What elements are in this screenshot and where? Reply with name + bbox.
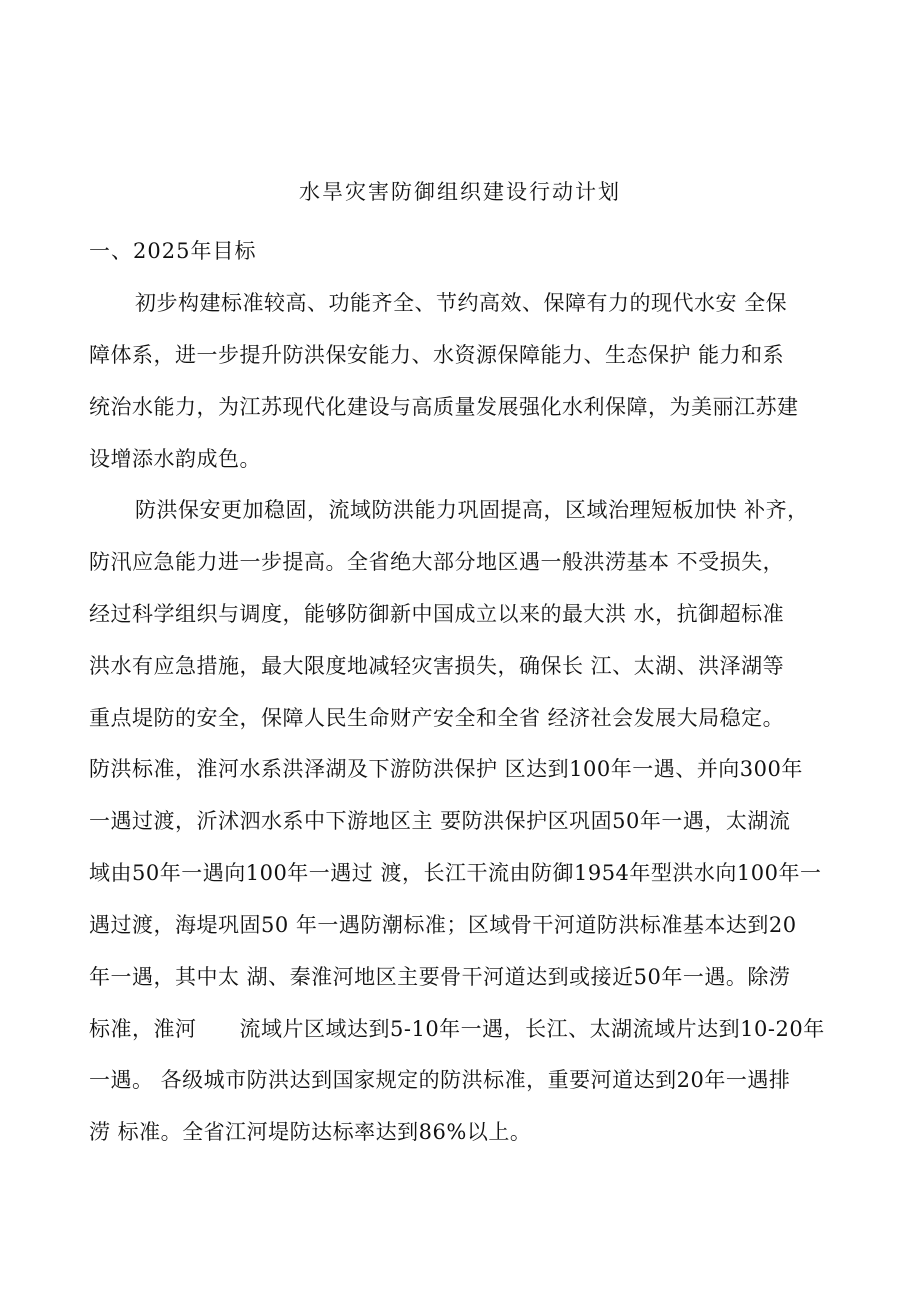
paragraph-2-line-7: 一遇过渡，沂沭泗水系中下游地区主 要防洪保护区巩固50年一遇，太湖流 — [89, 809, 791, 833]
paragraph-2-line-10: 年一遇，其中太 湖、秦淮河地区主要骨干河道达到或接近50年一遇。除涝 — [89, 965, 791, 989]
paragraph-2-line-12: 一遇。 各级城市防洪达到国家规定的防洪标准，重要河道达到20年一遇排 — [89, 1068, 791, 1092]
document-title: 水旱灾害防御组织建设行动计划 — [299, 180, 621, 204]
paragraph-2-line-11: 标准，淮河 流域片区域达到5-10年一遇，长江、太湖流域片达到10-20年 — [89, 1017, 825, 1041]
paragraph-1-line-4: 设增添水韵成色。 — [89, 447, 261, 471]
paragraph-2-line-9: 遇过渡，海堤巩固50 年一遇防潮标准；区域骨干河道防洪标准基本达到20 — [89, 913, 797, 937]
paragraph-2-line-2: 防汛应急能力进一步提高。全省绝大部分地区遇一般洪涝基本 不受损失， — [89, 550, 785, 574]
paragraph-2-line-1: 防洪保安更加稳固，流域防洪能力巩固提高，区域治理短板加快 补齐， — [135, 498, 809, 522]
section-heading: 一、2025年目标 — [89, 239, 257, 263]
paragraph-2-line-8: 域由50年一遇向100年一遇过 渡，长江干流由防御1954年型洪水向100年一 — [89, 861, 822, 885]
paragraph-1-line-3: 统治水能力，为江苏现代化建设与高质量发展强化水利保障，为美丽江苏建 — [89, 395, 799, 419]
paragraph-2-line-4: 洪水有应急措施，最大限度地减轻灾害损失，确保长 江、太湖、洪泽湖等 — [89, 654, 785, 678]
paragraph-2-line-6: 防洪标准，淮河水系洪泽湖及下游防洪保护 区达到100年一遇、并向300年 — [89, 757, 803, 781]
paragraph-1-line-2: 障体系，进一步提升防洪保安能力、水资源保障能力、生态保护 能力和系 — [89, 343, 785, 367]
paragraph-2-line-5: 重点堤防的安全，保障人民生命财产安全和全省 经济社会发展大局稳定。 — [89, 706, 785, 730]
paragraph-1-line-1: 初步构建标准较高、功能齐全、节约高效、保障有力的现代水安 全保 — [135, 291, 788, 315]
paragraph-2-line-3: 经过科学组织与调度，能够防御新中国成立以来的最大洪 水，抗御超标准 — [89, 602, 785, 626]
paragraph-2-line-13: 涝 标准。全省江河堤防达标率达到86%以上。 — [89, 1120, 532, 1144]
